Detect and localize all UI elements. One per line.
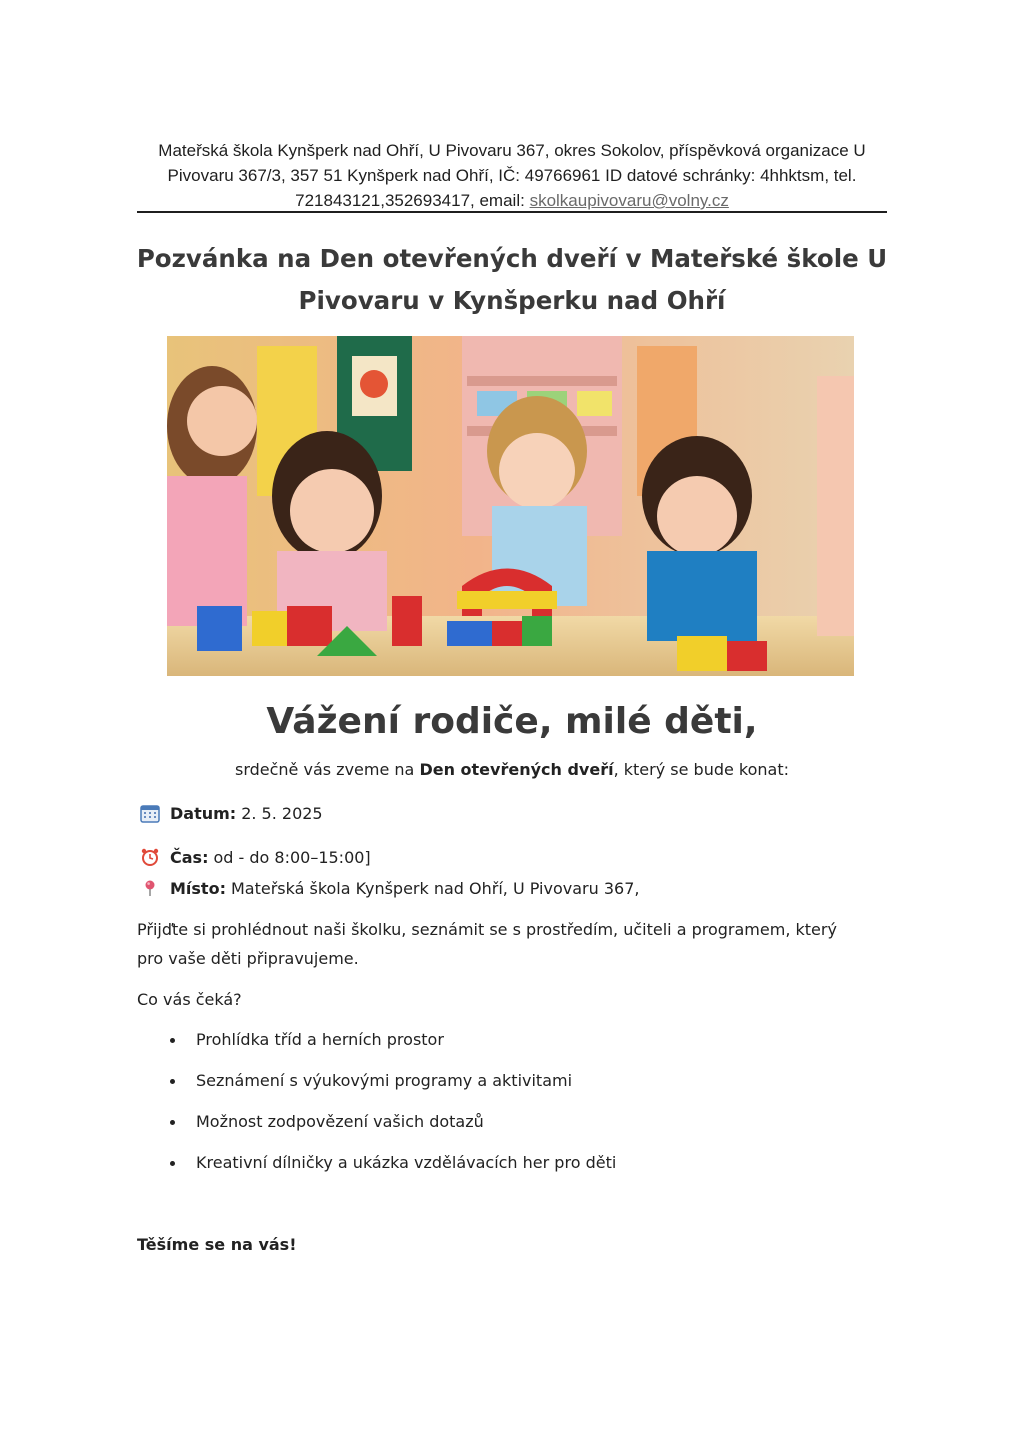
calendar-icon — [140, 803, 162, 825]
children-playing-photo — [167, 336, 854, 676]
intro-line-2: pro vaše děti připravujeme. — [137, 949, 359, 968]
program-list — [137, 1026, 616, 1190]
page-title — [120, 238, 904, 322]
what-awaits-question: Co vás čeká? — [137, 990, 242, 1009]
time-value: od - do 8:00–15:00] — [213, 848, 371, 867]
intro-paragraph — [137, 915, 887, 973]
title-line-1: Pozvánka na Den otevřených dveří v Mateřské škole U — [136, 244, 888, 273]
school-header — [137, 138, 887, 213]
invitation-text — [120, 758, 904, 782]
invite-before: srdečně vás zveme na — [234, 760, 420, 779]
intro-line-1: Přijďte si prohlédnout naši školku, seznámit se s prostředím, učiteli a programem, který — [137, 920, 837, 939]
invite-after: , který se bude konat: — [613, 760, 790, 779]
list-item: Prohlídka tříd a herních prostor — [137, 1026, 616, 1067]
time-label: Čas: — [170, 848, 209, 867]
invite-event-name: Den otevřených dveří — [419, 760, 614, 779]
date-value: 2. 5. 2025 — [241, 804, 323, 823]
header-line-2: Pivovaru 367/3, 357 51 Kynšperk nad Ohří, IČ: 49766961 ID datové schránky: 4hhktsm, tel. — [167, 166, 857, 185]
email-link[interactable]: skolkaupivovaru@volny.cz — [529, 191, 729, 210]
header-contact: 721843121,352693417, email: — [295, 191, 530, 210]
greeting-heading: Vážení rodiče, milé děti, — [266, 701, 758, 742]
time-row — [140, 846, 371, 870]
closing-text: Těšíme se na vás! — [137, 1235, 297, 1254]
list-item: Seznámení s výukovými programy a aktivitami — [137, 1067, 616, 1108]
pushpin-icon — [140, 878, 162, 900]
date-label: Datum: — [170, 804, 237, 823]
header-line-3 — [137, 188, 887, 213]
place-label: Místo: — [170, 879, 226, 898]
place-value: Mateřská škola Kynšperk nad Ohří, U Pivovaru 367, — [230, 879, 640, 898]
header-divider — [137, 211, 887, 213]
title-line-2: Pivovaru v Kynšperku nad Ohří — [298, 286, 726, 315]
list-item: Kreativní dílničky a ukázka vzdělávacích her pro děti — [137, 1149, 616, 1190]
date-row — [140, 802, 323, 826]
header-line-1: Mateřská škola Kynšperk nad Ohří, U Pivovaru 367, okres Sokolov, příspěvková organizace U — [158, 141, 866, 160]
place-row — [140, 877, 639, 901]
alarm-clock-icon — [140, 847, 162, 869]
list-item: Možnost zodpovězení vašich dotazů — [137, 1108, 616, 1149]
